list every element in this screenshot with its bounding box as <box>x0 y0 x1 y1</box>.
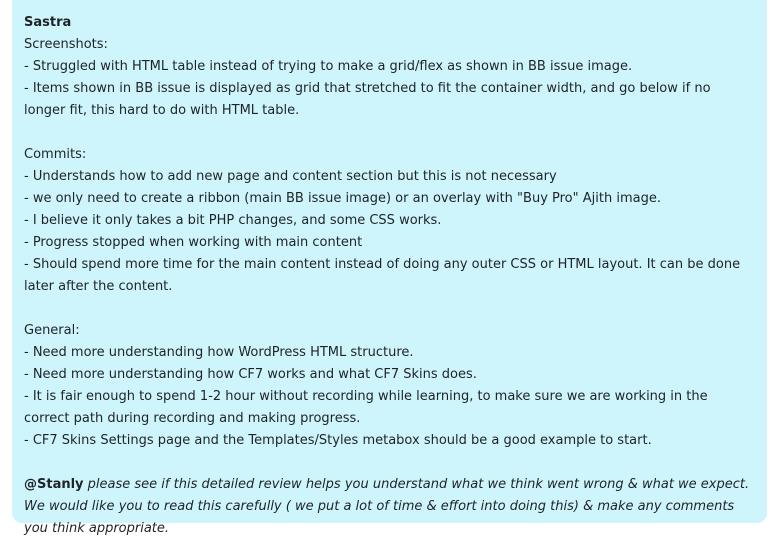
user-mention[interactable]: @Stanly <box>24 477 84 492</box>
section-heading-screenshots: Screenshots: <box>24 37 108 52</box>
list-item: - Need more understanding how CF7 works and what CF7 Skins does. <box>24 367 477 382</box>
spacer <box>24 452 755 474</box>
list-item: - CF7 Skins Settings page and the Templates/Styles metabox should be a good example to start. <box>24 433 652 448</box>
section-heading-commits: Commits: <box>24 147 87 162</box>
list-item: - Need more understanding how WordPress HTML structure. <box>24 345 414 360</box>
message-card <box>12 0 767 536</box>
spacer <box>24 122 755 144</box>
list-item: - Should spend more time for the main content instead of doing any outer CSS or HTML layout. It can be done later after the content. <box>24 257 741 294</box>
closing-paragraph <box>24 474 755 540</box>
list-item: - Progress stopped when working with main content <box>24 235 363 250</box>
closing-text: please see if this detailed review helps you understand what we think went wrong & what we expect. We would like you to read this carefully ( we put a lot of time & effort into doing this) & make any comments you think appropriate. <box>24 477 750 536</box>
message-author: Sastra <box>24 15 72 30</box>
list-item: - Items shown in BB issue is displayed as grid that stretched to fit the container width, and go below if no longer fit, this hard to do with HTML table. <box>24 81 711 118</box>
list-item: - I believe it only takes a bit PHP changes, and some CSS works. <box>24 213 442 228</box>
list-item: - we only need to create a ribbon (main BB issue image) or an overlay with "Buy Pro" Ajith image. <box>24 191 661 206</box>
spacer <box>24 298 755 320</box>
section-heading-general: General: <box>24 323 80 338</box>
list-item: - It is fair enough to spend 1-2 hour without recording while learning, to make sure we are working in the correct path during recording and making progress. <box>24 389 708 426</box>
list-item: - Struggled with HTML table instead of trying to make a grid/flex as shown in BB issue image. <box>24 59 633 74</box>
list-item: - Understands how to add new page and content section but this is not necessary <box>24 169 557 184</box>
